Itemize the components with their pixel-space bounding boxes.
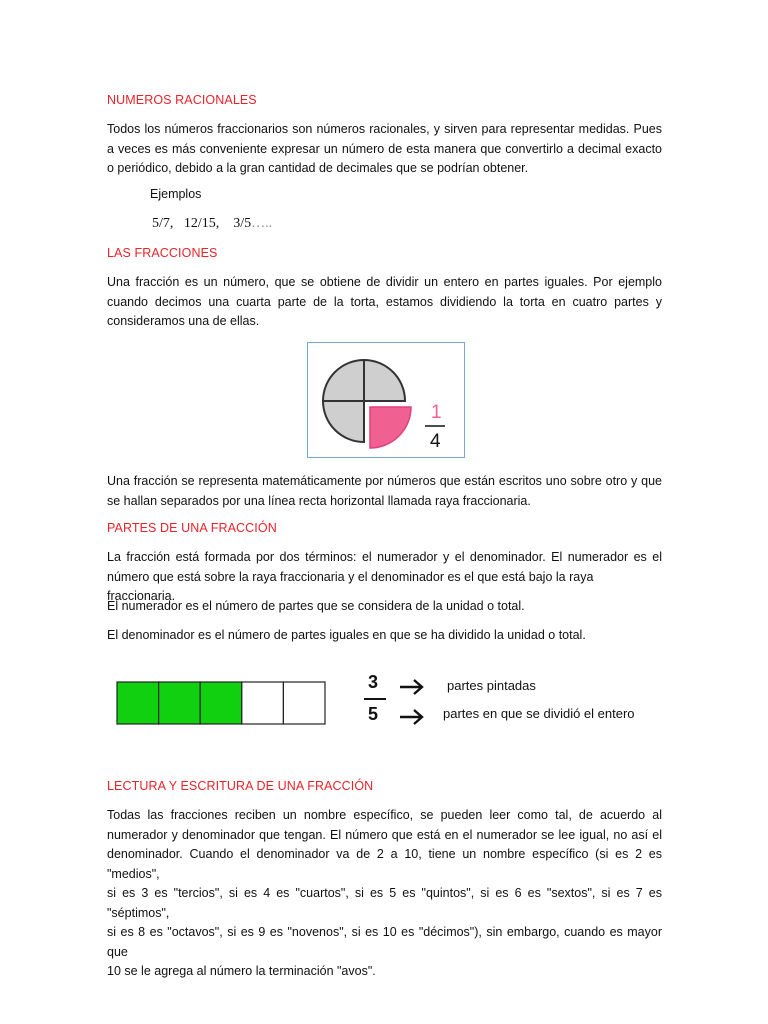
quarter-pie-svg [308, 343, 464, 457]
bar-part-empty [283, 682, 325, 724]
examples-label: Ejemplos [150, 187, 202, 201]
numerador-definition: El numerador es el número de partes que se considera de la unidad o total. [107, 599, 525, 613]
text-line: se hallan separados por una línea recta horizontal llamada raya fraccionaria. [107, 493, 531, 508]
text-line: cuando decimos una cuarta parte de la torta, estamos dividiendo la torta en cuatro partes y [107, 294, 662, 309]
bar-part-filled [159, 682, 201, 724]
text-line: si es 3 es "tercios", si es 4 es "cuartos", si es 5 es "quintos", si es 6 es "sextos", si es 7 es "séptimos", [107, 886, 662, 920]
text-line: denominador. Cuando el denominador va de 2 a 10, tiene un nombre específico (si es 2 es "medios", [107, 847, 662, 881]
diagram-fraction-line [364, 698, 386, 700]
diagram-denominator: 5 [368, 704, 379, 724]
text-line: Una fracción se representa matemáticamente por números que están escritos uno sobre otro y que [107, 474, 662, 488]
pie-quarter-pink [370, 407, 411, 448]
denominator-label: partes en que se dividió el entero [443, 706, 635, 721]
text-line: si es 8 es "octavos", si es 9 es "novenos", si es 10 es "décimos"), sin embargo, cuando es mayor que [107, 925, 662, 959]
fraction-bar-figure [116, 681, 328, 732]
fraction-bar-svg [116, 681, 328, 727]
examples-ellipsis: ….. [251, 216, 273, 231]
text-line: Todos los números fraccionarios son números racionales, y sirven para representar medidas. Pues [107, 122, 662, 136]
numerator-label: partes pintadas [447, 678, 536, 693]
text-line: a veces es más conveniente expresar un número de esta manera que convertirlo a decimal exacto [107, 141, 662, 156]
text-line: o periódico, debido a la gran cantidad de decimales que se podrían obtener. [107, 161, 529, 175]
text-line: Todas las fracciones reciben un nombre específico, se pueden leer como tal, de acuerdo al [107, 808, 662, 822]
diagram-numerator: 3 [368, 672, 379, 692]
paragraph-lectura [107, 806, 662, 982]
text-line: número que está sobre la raya fraccionaria y el denominador es el que está bajo la raya fraccionaria. [107, 569, 594, 603]
pie-fraction-denominator: 4 [430, 431, 441, 452]
pie-fraction-numerator: 1 [431, 402, 442, 423]
bar-part-filled [117, 682, 159, 724]
denominador-definition: El denominador es el número de partes iguales en que se ha dividido la unidad o total. [107, 628, 586, 642]
text-line: consideramos una de ellas. [107, 314, 260, 328]
pie-quarter-gray [323, 360, 364, 401]
quarter-pie-figure [307, 342, 465, 458]
examples-values: 5/7, 12/15, 3/5 [152, 216, 252, 231]
text-line: La fracción está formada por dos términos: el numerador y el denominador. El numerador es el [107, 550, 662, 564]
bar-part-filled [200, 682, 242, 724]
bar-part-empty [242, 682, 284, 724]
text-line: 10 se le agrega al número la terminación "avos". [107, 964, 376, 978]
text-line: numerador y denominador que tengan. El número que está en el numerador se lee igual, no así el [107, 827, 662, 842]
paragraph-fracciones [107, 273, 662, 332]
pie-quarter-gray [364, 360, 405, 401]
heading-numeros-racionales: NUMEROS RACIONALES [107, 93, 257, 107]
fraction-parts-diagram [360, 670, 660, 734]
paragraph-racionales [107, 120, 662, 179]
text-line: Una fracción es un número, que se obtiene de dividir un entero en partes iguales. Por ejemplo [107, 275, 662, 289]
heading-partes-fraccion: PARTES DE UNA FRACCIÓN [107, 521, 277, 535]
heading-lectura-escritura: LECTURA Y ESCRITURA DE UNA FRACCIÓN [107, 779, 374, 793]
right-arrow-icon [398, 708, 426, 726]
paragraph-fraccion-representacion [107, 472, 662, 511]
right-arrow-icon [398, 678, 426, 696]
pie-quarter-gray [323, 401, 364, 442]
heading-las-fracciones: LAS FRACCIONES [107, 246, 218, 260]
examples-list [152, 216, 272, 232]
